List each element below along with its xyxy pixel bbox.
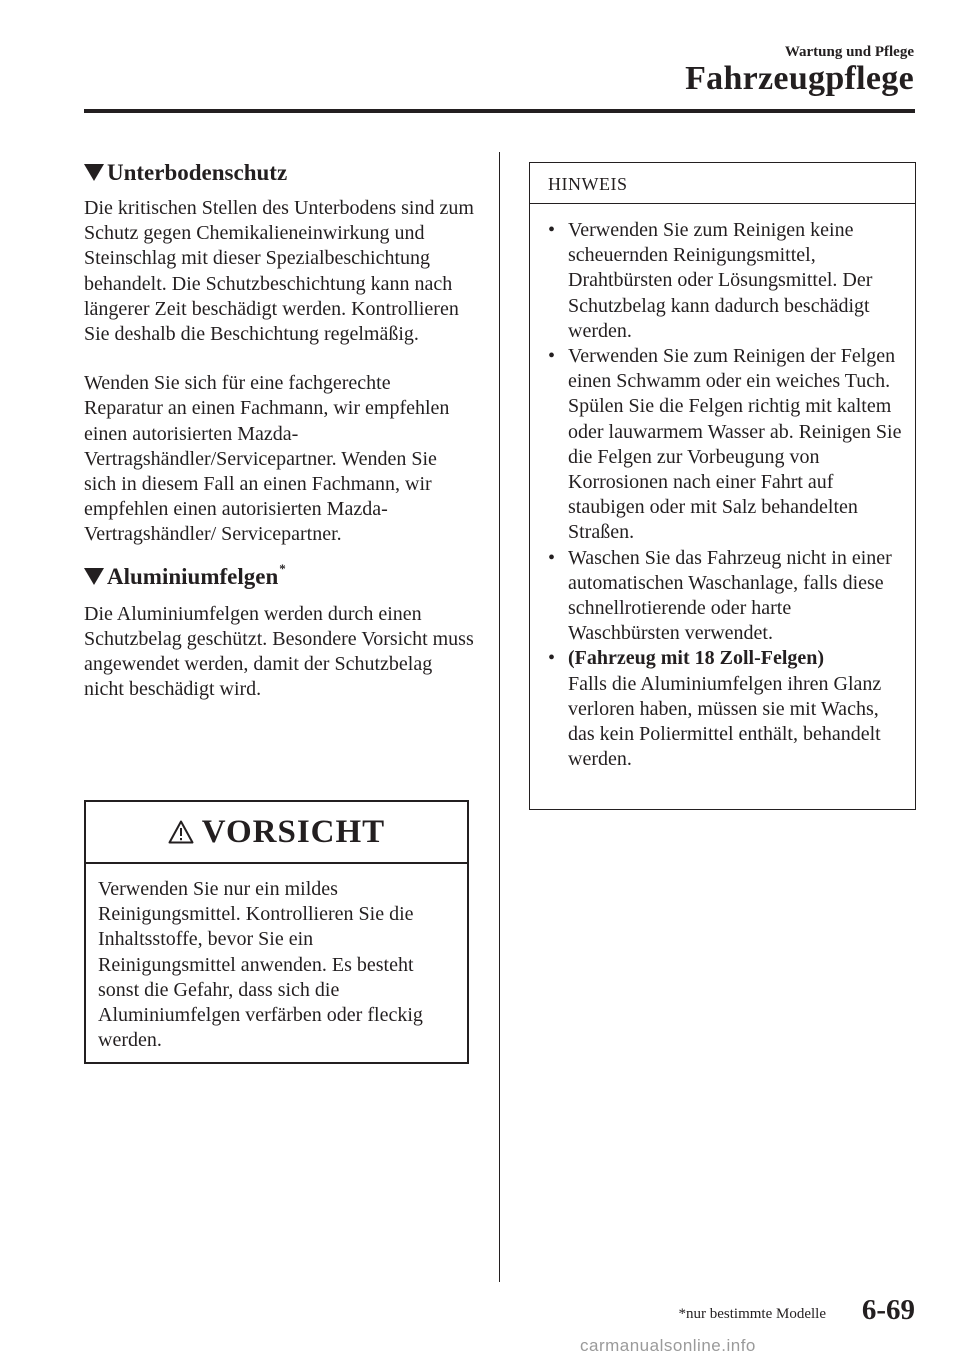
note-title: HINWEIS — [530, 163, 915, 204]
running-header-section: Wartung und Pflege — [784, 44, 914, 60]
bullet-icon: • — [548, 546, 556, 569]
paragraph-aluminium: Die Aluminiumfelgen werden durch einen Schutzbelag geschützt. Besondere Vorsicht muss angewendet werden, damit der Schutzbelag nicht beschädigt wird. — [84, 602, 474, 701]
bullet-icon: • — [548, 345, 556, 368]
warning-body: Verwenden Sie nur ein mildes Reinigungsmittel. Kontrollieren Sie die Inhaltsstoffe, bevor Sie ein Reinigungsmittel anwenden. Es besteht sonst die Gefahr, dass sich die Aluminiumfelgen verfärben oder fleckig werden. — [98, 878, 423, 1052]
warning-title: VORSICHT — [201, 813, 386, 850]
paragraph-unterboden-2: Wenden Sie sich für eine fachgerechte Reparatur an einen Fachmann, wir empfehlen einen autorisierten Mazda-Vertragshändler/Servicepartner. Wenden Sie sich in diesem Fall an einen Fachmann, wir empfehlen einen autorisierten Mazda-Vertragshändler/ Servicepartner. — [84, 372, 450, 546]
note-item-condition: (Fahrzeug mit 18 Zoll-Felgen) — [568, 647, 825, 670]
triangle-down-icon — [84, 164, 104, 181]
page-number: 6-69 — [861, 1294, 915, 1326]
bullet-icon: • — [548, 219, 556, 241]
note-item-text: Verwenden Sie zum Reinigen keine scheuernden Reinigungsmittel, Drahtbürsten oder Lösungsmittel. Der Schutzbelag kann dadurch beschädigt werden. — [568, 219, 873, 342]
note-list — [530, 218, 915, 772]
note-item — [542, 344, 907, 546]
note-item-text: Waschen Sie das Fahrzeug nicht in einer automatischen Waschanlage, falls diese schnellrotierende oder harte Waschbürsten verwendet. — [568, 546, 892, 645]
warning-header — [86, 802, 467, 864]
triangle-down-icon — [84, 568, 104, 585]
bullet-icon: • — [548, 647, 556, 670]
column-divider — [499, 152, 500, 1282]
watermark: carmanualsonline.info — [580, 1336, 756, 1355]
note-item — [542, 218, 907, 344]
section-heading-text: Aluminiumfelgen — [107, 563, 279, 589]
note-item-text: Falls die Aluminiumfelgen ihren Glanz verloren haben, müssen sie mit Wachs, das kein Poliermittel enthält, behandelt werden. — [568, 672, 882, 771]
paragraph-unterboden-1: Die kritischen Stellen des Unterbodens sind zum Schutz gegen Chemikalieneinwirkung und Steinschlag mit dieser Spezialbeschichtung behandelt. Die Schutzbeschichtung kann nach längerer Zeit beschädigt werden. Kontrollieren Sie deshalb die Beschichtung regelmäßig. — [84, 197, 474, 346]
note-item-text: Verwenden Sie zum Reinigen der Felgen einen Schwamm oder ein weiches Tuch. Spülen Sie die Felgen richtig mit kaltem oder lauwarmem Wasser ab. Reinigen Sie die Felgen zur Vorbeugung von Korrosionen nach einer Fahrt auf staubigen oder mit Salz behandelten Straßen. — [568, 345, 902, 544]
note-item — [542, 646, 907, 772]
note-box — [529, 162, 916, 810]
warning-triangle-icon — [168, 820, 194, 844]
section-heading-text: Unterbodenschutz — [107, 160, 288, 185]
warning-box — [84, 800, 469, 1064]
header-rule — [84, 109, 915, 113]
section-heading-unterbodenschutz — [84, 156, 474, 190]
footer-note: *nur bestimmte Modelle — [678, 1306, 826, 1322]
note-item — [542, 546, 907, 647]
left-column — [84, 156, 474, 702]
section-heading-aluminiumfelgen — [84, 560, 474, 594]
running-header-title: Fahrzeugpflege — [685, 60, 914, 97]
footnote-marker: * — [279, 560, 286, 576]
